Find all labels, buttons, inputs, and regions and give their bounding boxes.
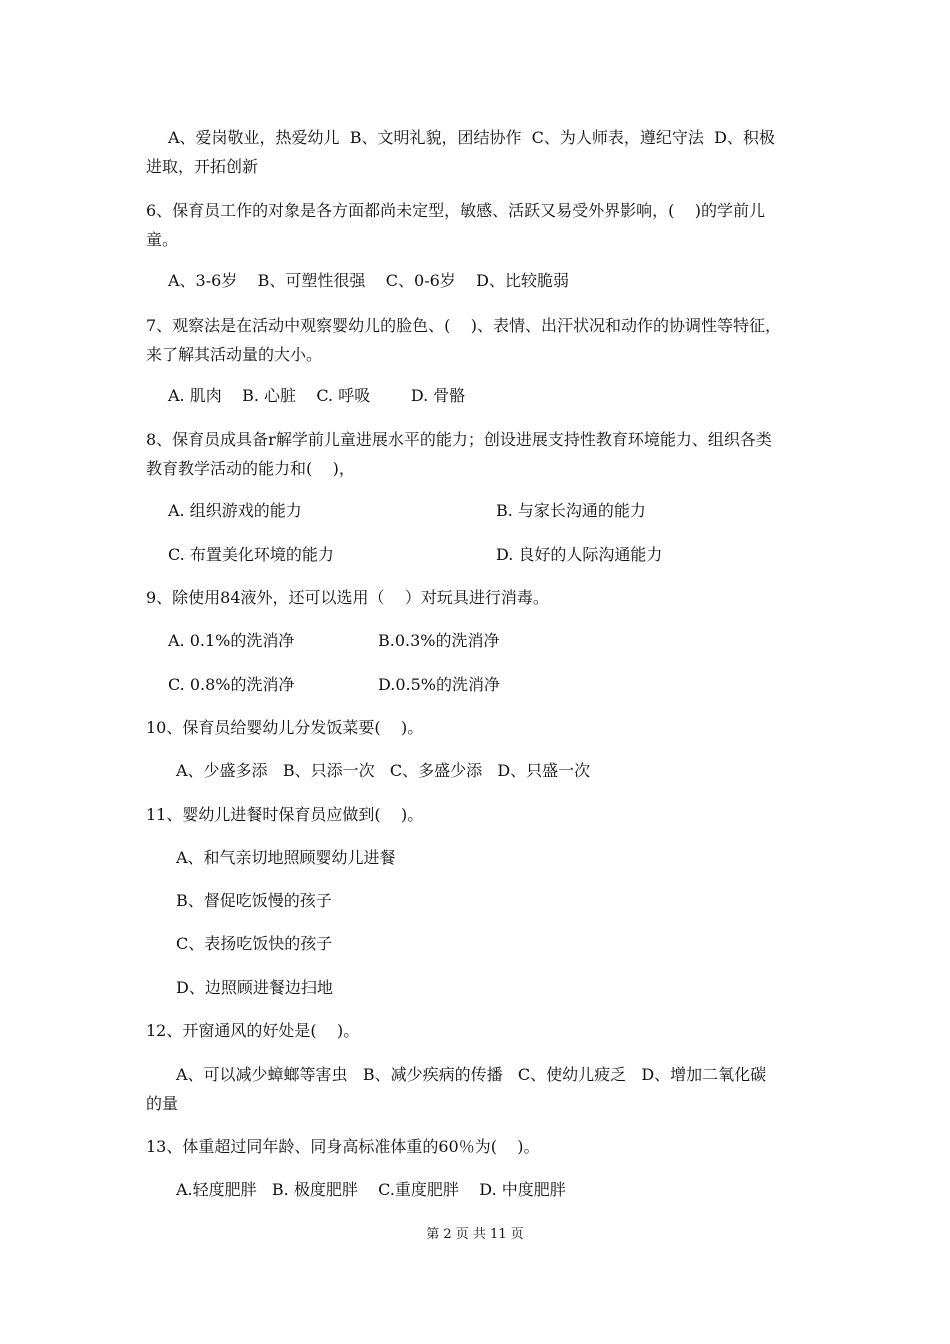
q9-option-c: C. 0.8%的洗消净 bbox=[168, 675, 295, 694]
q9-stem: 9、除使用84液外，还可以选用（ ）对玩具进行消毒。 bbox=[146, 588, 549, 607]
q5-options-line-1: A、爱岗敬业，热爱幼儿 B、文明礼貌，团结协作 C、为人师表，遵纪守法 D、积极 bbox=[168, 128, 775, 147]
q12-stem: 12、开窗通风的好处是( )。 bbox=[146, 1021, 360, 1040]
q6-stem-line-1: 6、保育员工作的对象是各方面都尚未定型，敏感、活跃又易受外界影响，( )的学前儿 bbox=[146, 201, 766, 220]
q11-option-b: B、督促吃饭慢的孩子 bbox=[176, 891, 332, 910]
q9-option-a: A. 0.1%的洗消净 bbox=[168, 631, 295, 650]
q12-options-line-2: 的量 bbox=[146, 1094, 179, 1113]
q8-option-c: C. 布置美化环境的能力 bbox=[168, 545, 334, 564]
q5-options-line-2: 进取，开拓创新 bbox=[146, 157, 259, 176]
q11-option-a: A、和气亲切地照顾婴幼儿进餐 bbox=[176, 848, 396, 867]
q6-options: A、3-6岁 B、可塑性很强 C、0-6岁 D、比较脆弱 bbox=[168, 271, 569, 290]
q6-stem-line-2: 童。 bbox=[146, 230, 179, 249]
page-footer: 第 2 页 共 11 页 bbox=[426, 1227, 524, 1242]
q12-options-line-1: A、可以减少蟑螂等害虫 B、减少疾病的传播 C、使幼儿疲乏 D、增加二氧化碳 bbox=[176, 1065, 767, 1084]
q13-options: A.轻度肥胖 B. 极度肥胖 C.重度肥胖 D. 中度肥胖 bbox=[176, 1180, 566, 1199]
q8-stem-line-2: 教育教学活动的能力和( )， bbox=[146, 459, 355, 478]
q9-option-d: D.0.5%的洗消净 bbox=[378, 675, 500, 694]
q10-options: A、少盛多添 B、只添一次 C、多盛少添 D、只盛一次 bbox=[176, 761, 591, 780]
q8-option-b: B. 与家长沟通的能力 bbox=[496, 501, 646, 520]
q7-stem-line-2: 来了解其活动量的大小。 bbox=[146, 345, 323, 364]
q13-stem: 13、体重超过同年龄、同身高标准体重的60％为( )。 bbox=[146, 1137, 540, 1156]
q11-option-c: C、表扬吃饭快的孩子 bbox=[176, 934, 333, 953]
q8-stem-line-1: 8、保育员成具备r解学前儿童进展水平的能力；创设进展支持性教育环境能力、组织各类 bbox=[146, 430, 772, 449]
q11-option-d: D、边照顾进餐边扫地 bbox=[176, 978, 333, 997]
q7-stem-line-1: 7、观察法是在活动中观察婴幼儿的脸色、( )、表情、出汗状况和动作的协调性等特征， bbox=[146, 316, 782, 335]
q10-stem: 10、保育员给婴幼儿分发饭菜要( )。 bbox=[146, 718, 424, 737]
q8-option-a: A. 组织游戏的能力 bbox=[168, 501, 302, 520]
q9-option-b: B.0.3%的洗消净 bbox=[378, 631, 500, 650]
q8-option-d: D. 良好的人际沟通能力 bbox=[496, 545, 663, 564]
q11-stem: 11、婴幼儿进餐时保育员应做到( )。 bbox=[146, 805, 424, 824]
q7-options: A. 肌肉 B. 心脏 C. 呼吸 D. 骨骼 bbox=[168, 386, 466, 405]
